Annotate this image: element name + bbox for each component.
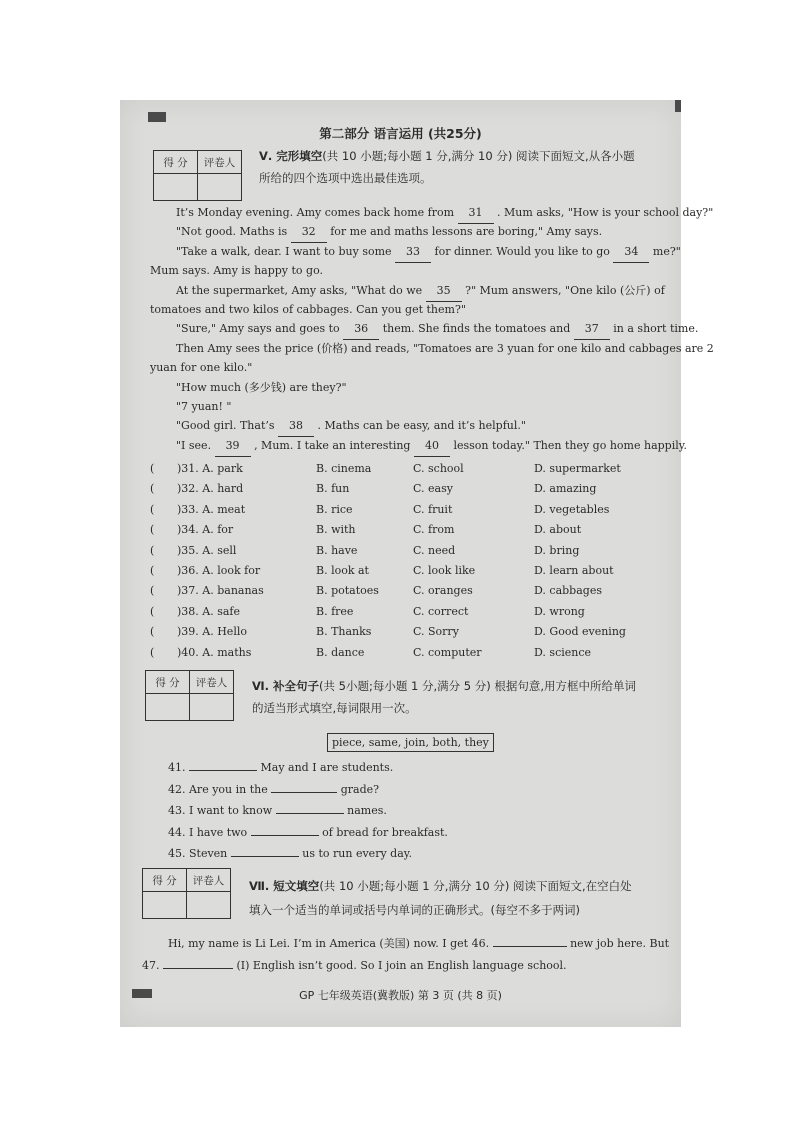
sentence-pre: 45. Steven xyxy=(168,847,228,860)
sentence-post: of bread for breakfast. xyxy=(322,825,448,839)
section5-title xyxy=(259,148,635,164)
score-box-section6 xyxy=(145,670,234,721)
option-a[interactable]: )35. A. sell xyxy=(177,543,237,557)
grader-cell[interactable] xyxy=(198,174,242,201)
grader-cell[interactable] xyxy=(187,892,231,919)
line-text: in a short time. xyxy=(613,322,699,336)
option-b[interactable]: B. potatoes xyxy=(316,584,379,598)
option-b[interactable]: B. Thanks xyxy=(316,625,372,639)
sentence-item xyxy=(168,780,379,800)
option-d[interactable]: D. wrong xyxy=(534,604,585,618)
line-text: for me and maths lessons are boring," Amy says. xyxy=(330,225,603,239)
answer-paren[interactable]: ( xyxy=(150,604,155,618)
answer-paren[interactable]: ( xyxy=(150,645,155,659)
option-b[interactable]: B. cinema xyxy=(316,462,372,475)
option-b[interactable]: B. with xyxy=(316,523,356,537)
section5-number: Ⅴ. 完形填空 xyxy=(259,149,323,163)
option-c[interactable]: C. school xyxy=(413,462,464,475)
option-c[interactable]: C. fruit xyxy=(413,502,453,516)
section7-title xyxy=(249,878,632,894)
option-a[interactable]: )31. A. park xyxy=(177,462,243,475)
option-d[interactable]: D. learn about xyxy=(534,564,614,577)
line-text: tomatoes and two kilos of cabbages. Can you get them?" xyxy=(150,303,466,316)
line-text: "I see. xyxy=(176,438,212,452)
section7-line1-post: new job here. But xyxy=(570,937,670,950)
option-b[interactable]: B. rice xyxy=(316,502,353,516)
answer-blank-43[interactable] xyxy=(276,813,344,814)
sentence-pre: 43. I want to know xyxy=(168,804,273,817)
cloze-blank-38[interactable]: 38 xyxy=(278,416,314,437)
section6-instructions-line2: 的适当形式填空,每词限用一次。 xyxy=(252,701,417,715)
option-c[interactable]: C. correct xyxy=(413,604,469,618)
score-label: 得 分 xyxy=(154,151,198,174)
option-b[interactable]: B. fun xyxy=(316,482,350,496)
option-row xyxy=(120,605,680,625)
line-text: "How much (多少钱) are they?" xyxy=(176,380,347,394)
section7-line2-post: (I) English isn’t good. So I join an English language school. xyxy=(236,959,567,972)
sentence-post: us to run every day. xyxy=(302,847,413,860)
section5-line xyxy=(176,378,347,398)
answer-blank-46[interactable] xyxy=(493,946,567,947)
option-a[interactable]: )37. A. bananas xyxy=(177,584,264,598)
option-c[interactable]: C. from xyxy=(413,523,455,537)
section5-line xyxy=(176,436,687,457)
option-b[interactable]: B. look at xyxy=(316,564,369,577)
answer-paren[interactable]: ( xyxy=(150,625,155,639)
answer-blank-45[interactable] xyxy=(231,856,299,857)
registration-mark-top-right xyxy=(675,100,681,112)
option-a[interactable]: )32. A. hard xyxy=(177,482,244,496)
grader-cell[interactable] xyxy=(190,694,234,721)
cloze-blank-32[interactable]: 32 xyxy=(291,222,327,243)
score-cell[interactable] xyxy=(154,174,198,201)
line-text: At the supermarket, Amy asks, "What do we xyxy=(176,283,423,297)
section5-line xyxy=(176,222,602,243)
option-a[interactable]: )39. A. Hello xyxy=(177,625,247,639)
answer-blank-44[interactable] xyxy=(251,835,319,836)
answer-paren[interactable]: ( xyxy=(150,564,155,577)
answer-paren[interactable]: ( xyxy=(150,482,155,496)
option-c[interactable]: C. oranges xyxy=(413,584,473,598)
line-text: "Sure," Amy says and goes to xyxy=(176,322,340,336)
section7-line-1 xyxy=(168,934,669,954)
section5-line xyxy=(176,319,698,340)
option-b[interactable]: B. have xyxy=(316,543,358,557)
exam-page xyxy=(120,100,714,1027)
option-a[interactable]: )34. A. for xyxy=(177,523,234,537)
registration-mark-top-left xyxy=(148,112,166,122)
cloze-blank-31[interactable]: 31 xyxy=(458,203,494,224)
option-d[interactable]: D. about xyxy=(534,523,582,537)
section7-line1-pre: Hi, my name is Li Lei. I’m in America (美国) now. I get 46. xyxy=(168,937,490,950)
score-label: 得 分 xyxy=(146,671,190,694)
section6-number: Ⅵ. 补全句子 xyxy=(252,679,320,693)
line-text: "7 yuan! " xyxy=(176,400,232,413)
sentence-item xyxy=(168,801,387,821)
grader-label: 评卷人 xyxy=(198,151,242,174)
line-text: yuan for one kilo." xyxy=(150,361,253,375)
grader-label: 评卷人 xyxy=(190,671,234,694)
cloze-blank-33[interactable]: 33 xyxy=(395,242,431,263)
option-d[interactable]: D. Good evening xyxy=(534,625,626,639)
section5-line xyxy=(150,300,466,320)
section5-line xyxy=(150,261,323,281)
line-text: lesson today." Then they go home happily. xyxy=(453,438,687,452)
cloze-blank-34[interactable]: 34 xyxy=(613,242,649,263)
line-text: for dinner. Would you like to go xyxy=(434,244,610,258)
option-row xyxy=(120,462,680,482)
line-text: "Not good. Maths is xyxy=(176,225,288,239)
option-row xyxy=(120,625,680,645)
line-text: Mum says. Amy is happy to go. xyxy=(150,264,324,278)
section5-line xyxy=(176,242,681,263)
option-row xyxy=(120,584,680,604)
option-d[interactable]: D. cabbages xyxy=(534,584,602,598)
section7-line-2 xyxy=(142,956,567,976)
line-text: It’s Monday evening. Amy comes back home from xyxy=(176,206,455,219)
sentence-post: names. xyxy=(347,804,387,817)
option-c[interactable]: C. look like xyxy=(413,564,476,577)
score-box-section5 xyxy=(153,150,242,201)
option-c[interactable]: C. Sorry xyxy=(413,625,459,639)
option-b[interactable]: B. free xyxy=(316,604,354,618)
option-c[interactable]: C. computer xyxy=(413,645,482,659)
answer-paren[interactable]: ( xyxy=(150,584,155,598)
score-box-section7 xyxy=(142,868,231,919)
answer-paren[interactable]: ( xyxy=(150,462,155,475)
cloze-blank-39[interactable]: 39 xyxy=(215,436,251,457)
option-d[interactable]: D. vegetables xyxy=(534,502,610,516)
sentence-item xyxy=(168,823,448,843)
line-text: . Mum asks, "How is your school day?" xyxy=(497,206,714,219)
line-text: Then Amy sees the price (价格) and reads, "Tomatoes are 3 yuan for one kilo and cabbages are 2 xyxy=(176,341,714,355)
cloze-blank-36[interactable]: 36 xyxy=(343,319,379,340)
line-text: ?" Mum answers, "One kilo (公斤) of xyxy=(465,283,665,297)
score-cell[interactable] xyxy=(146,694,190,721)
section7-number: Ⅶ. 短文填空 xyxy=(249,879,320,893)
answer-blank-41[interactable] xyxy=(189,770,257,771)
option-d[interactable]: D. bring xyxy=(534,543,580,557)
option-a[interactable]: )33. A. meat xyxy=(177,502,246,516)
option-row xyxy=(120,564,680,584)
option-row xyxy=(120,544,680,564)
option-d[interactable]: D. amazing xyxy=(534,482,597,496)
section5-line xyxy=(176,339,714,359)
line-text: . Maths can be easy, and it’s helpful." xyxy=(317,419,526,433)
line-text: them. She finds the tomatoes and xyxy=(382,322,571,336)
section7-line2-pre: 47. xyxy=(142,959,160,972)
section7-instructions-line2: 填入一个适当的单词或括号内单词的正确形式。(每空不多于两词) xyxy=(249,903,580,917)
section5-instructions: (共 10 小题;每小题 1 分,满分 10 分) 阅读下面短文,从各小题 xyxy=(322,149,635,163)
answer-blank-42[interactable] xyxy=(271,792,337,793)
grader-label: 评卷人 xyxy=(187,869,231,892)
sentence-pre: 44. I have two xyxy=(168,825,248,839)
section5-line xyxy=(150,358,252,378)
page-footer: GP 七年级英语(冀教版) 第 3 页 (共 8 页) xyxy=(299,989,502,1002)
option-a[interactable]: )36. A. look for xyxy=(177,564,261,577)
option-b[interactable]: B. dance xyxy=(316,645,365,659)
score-label: 得 分 xyxy=(143,869,187,892)
answer-paren[interactable]: ( xyxy=(150,523,155,537)
section5-line xyxy=(176,203,713,224)
option-d[interactable]: D. supermarket xyxy=(534,462,621,475)
sentence-pre: 42. Are you in the xyxy=(168,782,268,796)
option-row xyxy=(120,482,680,502)
section5-line xyxy=(176,281,665,302)
word-box: piece, same, join, both, they xyxy=(327,733,494,752)
sentence-post: grade? xyxy=(340,782,380,796)
option-row xyxy=(120,503,680,523)
sentence-item xyxy=(168,844,412,864)
option-a[interactable]: )38. A. safe xyxy=(177,604,241,618)
answer-paren[interactable]: ( xyxy=(150,502,155,516)
option-d[interactable]: D. science xyxy=(534,645,592,659)
line-text: , Mum. I take an interesting xyxy=(254,438,411,452)
section6-title xyxy=(252,678,636,694)
option-row xyxy=(120,646,680,666)
sentence-post: May and I are students. xyxy=(260,761,394,774)
answer-blank-47[interactable] xyxy=(163,968,233,969)
part-title: 第二部分 语言运用 (共25分) xyxy=(319,126,482,141)
section7-instructions: (共 10 小题;每小题 1 分,满分 10 分) 阅读下面短文,在空白处 xyxy=(319,879,632,893)
score-cell[interactable] xyxy=(143,892,187,919)
option-c[interactable]: C. need xyxy=(413,543,456,557)
line-text: "Good girl. That’s xyxy=(176,419,275,433)
option-row xyxy=(120,523,680,543)
line-text: "Take a walk, dear. I want to buy some xyxy=(176,244,392,258)
option-a[interactable]: )40. A. maths xyxy=(177,645,252,659)
cloze-blank-40[interactable]: 40 xyxy=(414,436,450,457)
section6-instructions: (共 5小题;每小题 1 分,满分 5 分) 根据句意,用方框中所给单词 xyxy=(319,679,637,693)
cloze-blank-35[interactable]: 35 xyxy=(426,281,462,302)
option-c[interactable]: C. easy xyxy=(413,482,453,496)
sentence-pre: 41. xyxy=(168,761,186,774)
section5-instructions-line2: 所给的四个选项中选出最佳选项。 xyxy=(259,171,432,185)
answer-paren[interactable]: ( xyxy=(150,543,155,557)
cloze-blank-37[interactable]: 37 xyxy=(574,319,610,340)
section5-line xyxy=(176,416,526,437)
sentence-item xyxy=(168,758,393,778)
line-text: me?" xyxy=(652,244,681,258)
section5-line xyxy=(176,397,231,417)
